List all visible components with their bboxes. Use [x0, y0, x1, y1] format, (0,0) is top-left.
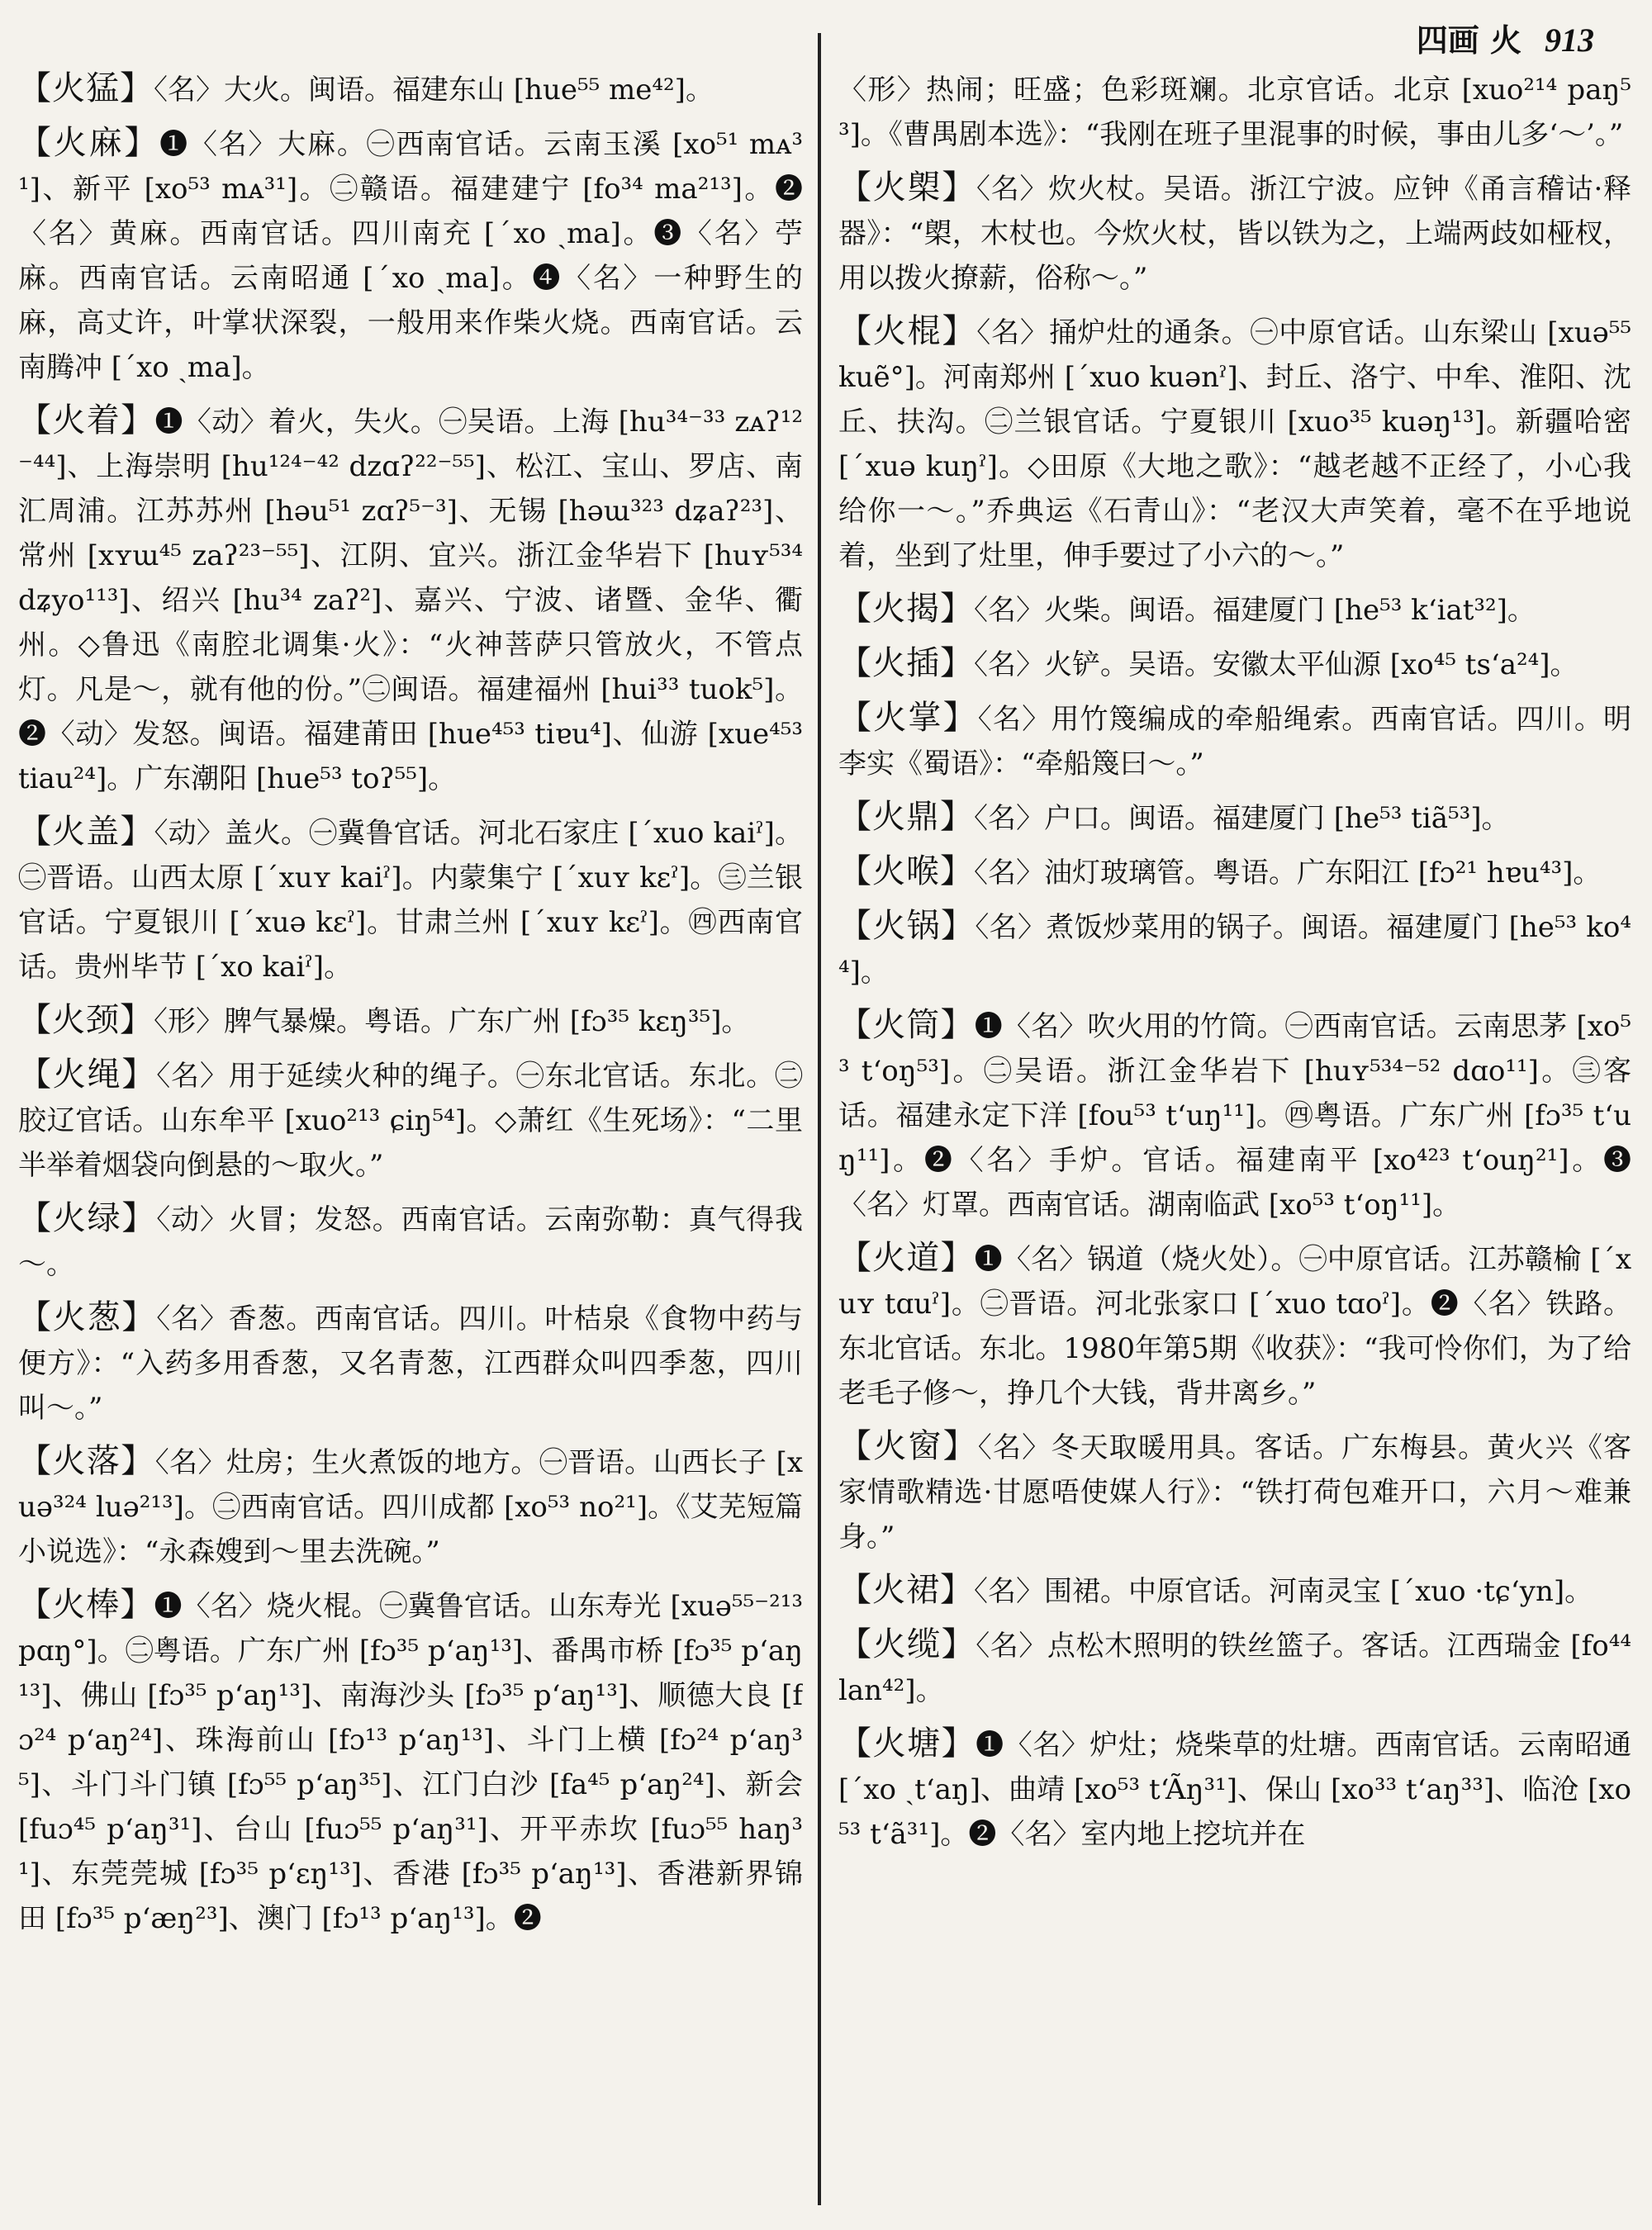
entry-text: ❶〈名〉大麻。㊀西南官话。云南玉溪 [xo⁵¹ mᴀ³¹]、新平 [xo⁵³ mᴀ³¹]。㊁赣语。福建建宁 [fo³⁴ ma²¹³]。❷〈名〉黄麻。西南官话。四川南充 [ˊxo ˏma]。❸〈名〉苧麻。西南官话。云南昭通 [ˊxo ˏma]。❹〈名〉一种野生的麻，高丈许，叶掌状深裂，一般用来作柴火烧。西南官话。云南腾冲 [ˊxo ˏma]。 [18, 128, 803, 384]
entry-text: 〈形〉脾气暴燥。粤语。广东广州 [fɔ³⁵ kɛŋ³⁵]。 [154, 1005, 750, 1038]
dictionary-entry [838, 1568, 1631, 1614]
headword: 【火颈】 [18, 1001, 154, 1039]
dictionary-entry [838, 165, 1631, 301]
headword: 【火缆】 [838, 1625, 976, 1663]
headword: 【火葱】 [18, 1298, 157, 1336]
dictionary-entry [838, 849, 1631, 895]
entry-text: ❶〈名〉吹火用的竹筒。㊀西南官话。云南思茅 [xo⁵³ tʻoŋ⁵³]。㊁吴语。浙江金华岩下 [huʏ⁵³⁴⁻⁵² dɑo¹¹]。㊂客话。福建永定下洋 [fou⁵³ tʻuŋ¹¹]。㊃粤语。广东广州 [fɔ³⁵ tʻuŋ¹¹]。❷〈名〉手炉。官话。福建南平 [xo⁴²³ tʻouŋ²¹]。❸〈名〉灯罩。西南官话。湖南临武 [xo⁵³ tʻoŋ¹¹]。 [838, 1010, 1631, 1222]
dictionary-entry [18, 809, 803, 989]
headword: 【火掌】 [838, 699, 978, 737]
dictionary-entry [838, 586, 1631, 633]
dictionary-entry [18, 998, 803, 1044]
dictionary-entry [838, 1424, 1631, 1559]
dictionary-entry [838, 795, 1631, 841]
entry-text: 〈名〉点松木照明的铁丝篮子。客话。江西瑞金 [fo⁴⁴ lan⁴²]。 [838, 1630, 1631, 1707]
headword: 【火着】 [18, 401, 155, 439]
headword: 【火棒】 [18, 1586, 154, 1624]
headword: 【火落】 [18, 1442, 155, 1480]
entry-text: ❶〈名〉炉灶；烧柴草的灶塘。西南官话。云南昭通 [ˊxo ˏtʻaŋ]、曲靖 [xo⁵³ tʻÃŋ³¹]、保山 [xo³³ tʻaŋ³³]、临沧 [xo⁵³ tʻã³¹]。❷〈名〉室内地上挖坑并在 [838, 1729, 1631, 1851]
headword: 【火猛】 [18, 69, 154, 107]
entry-text: 〈名〉冬天取暖用具。客话。广东梅县。黄火兴《客家情歌精选·甘愿唔使媒人行》：“铁打荷包难开口，六月～难兼身。” [838, 1431, 1631, 1554]
section-title: 四画 火 [1416, 21, 1521, 59]
dictionary-entry [838, 904, 1631, 994]
dictionary-entry [838, 309, 1631, 578]
page-header [1417, 15, 1594, 64]
headword: 【火插】 [838, 644, 974, 682]
dictionary-entry [18, 1052, 803, 1188]
headword: 【火揭】 [838, 590, 974, 628]
headword: 【火喉】 [838, 852, 974, 890]
entry-text: 〈名〉户口。闽语。福建厦门 [he⁵³ tiã⁵³]。 [974, 802, 1510, 835]
entry-text: 〈名〉煮饭炒菜用的锅子。闽语。福建厦门 [he⁵³ ko⁴⁴]。 [838, 911, 1631, 989]
entry-text: ❶〈名〉锅道（烧火处）。㊀中原官话。江苏赣榆 [ˊxuʏ tɑuˀ]。㊁晋语。河北张家口 [ˊxuo tɑoˀ]。❷〈名〉铁路。东北官话。东北。1980年第5期《收获》：“我可怜你们，为了给老毛子修～，挣几个大钱，背井离乡。” [838, 1243, 1631, 1410]
headword: 【火盖】 [18, 813, 154, 851]
page-number: 913 [1545, 21, 1594, 59]
headword: 【火窗】 [838, 1427, 978, 1465]
dictionary-entry [838, 695, 1631, 786]
headword: 【火棍】 [838, 312, 977, 350]
entry-text: 〈动〉盖火。㊀冀鲁官话。河北石家庄 [ˊxuo kaiˀ]。㊁晋语。山西太原 [ˊxuʏ kaiˀ]。内蒙集宁 [ˊxuʏ kɛˀ]。㊂兰银官话。宁夏银川 [ˊxuə kɛˀ]。甘肃兰州 [ˊxuʏ kɛˀ]。㊃西南官话。贵州毕节 [ˊxo kaiˀ]。 [18, 817, 803, 984]
entry-text: 〈名〉围裙。中原官话。河南灵宝 [ˊxuo ·tɕʻyn]。 [974, 1575, 1593, 1608]
dictionary-entry [838, 1236, 1631, 1416]
headword: 【火鼎】 [838, 798, 974, 836]
headword: 【火绳】 [18, 1056, 157, 1094]
headword: 【火道】 [838, 1239, 975, 1277]
dictionary-entry [18, 1439, 803, 1574]
dictionary-entry [838, 1721, 1631, 1857]
dictionary-entry [838, 641, 1631, 687]
entry-text: ❶〈动〉着火，失火。㊀吴语。上海 [hu³⁴⁻³³ zᴀʔ¹²⁻⁴⁴]、上海崇明 [hu¹²⁴⁻⁴² dzɑʔ²²⁻⁵⁵]、松江、宝山、罗店、南汇周浦。江苏苏州 [həu⁵¹ zɑʔ⁵⁻³]、无锡 [həɯ³²³ dʑaʔ²³]、常州 [xʏɯ⁴⁵ zaʔ²³⁻⁵⁵]、江阴、宜兴。浙江金华岩下 [huʏ⁵³⁴ dʑyo¹¹³]、绍兴 [hu³⁴ zaʔ²]、嘉兴、宁波、诸暨、金华、衢州。◇鲁迅《南腔北调集·火》：“火神菩萨只管放火，不管点灯。凡是～，就有他的份。”㊁闽语。福建福州 [hui³³ tuok⁵]。❷〈动〉发怒。闽语。福建莆田 [hue⁴⁵³ tiɐu⁴]、仙游 [xue⁴⁵³ tiau²⁴]。广东潮阳 [hue⁵³ toʔ⁵⁵]。 [18, 406, 803, 795]
entry-text: 〈名〉火铲。吴语。安徽太平仙源 [xo⁴⁵ tsʻa²⁴]。 [974, 648, 1578, 681]
dictionary-entry [18, 398, 803, 801]
dictionary-entry [838, 1622, 1631, 1713]
entry-text: 〈名〉火柴。闽语。福建厦门 [he⁵³ kʻiat³²]。 [974, 594, 1536, 627]
entry-text: 〈名〉用于延续火种的绳子。㊀东北官话。东北。㊁胶辽官话。山东牟平 [xuo²¹³ ɕiŋ⁵⁴]。◇萧红《生死场》：“二里半举着烟袋向倒悬的～取火。” [18, 1060, 803, 1182]
headword: 【火㮾】 [838, 168, 976, 206]
left-column [18, 66, 803, 2213]
dictionary-entry [18, 1196, 803, 1287]
headword: 【火锅】 [838, 907, 976, 945]
dictionary-entry [18, 121, 803, 390]
dictionary-entry [838, 1003, 1631, 1227]
entry-text: 〈形〉热闹；旺盛；色彩斑斓。北京官话。北京 [xuo²¹⁴ paŋ⁵³]。《曹禺剧本选》：“我刚在班子里混事的时候，事由儿多‘～’。” [838, 74, 1631, 151]
entry-text: 〈名〉炊火杖。吴语。浙江宁波。应钟《甬言稽诂·释器》：“㮾，木杖也。今炊火杖，皆以铁为之，上端两歧如桠杈，用以拨火撩薪，俗称～。” [838, 173, 1631, 295]
dictionary-entry [18, 1582, 803, 1941]
headword: 【火塘】 [838, 1725, 976, 1763]
entry-text: 〈名〉灶房；生火煮饭的地方。㊀晋语。山西长子 [xuə³²⁴ luə²¹³]。㊁西南官话。四川成都 [xo⁵³ no²¹]。《艾芜短篇小说选》：“永森嫂到～里去洗碗。” [18, 1446, 803, 1568]
entry-text: ❶〈名〉烧火棍。㊀冀鲁官话。山东寿光 [xuə⁵⁵⁻²¹³ pɑŋ°]。㊁粤语。广东广州 [fɔ³⁵ pʻaŋ¹³]、番禺市桥 [fɔ³⁵ pʻaŋ¹³]、佛山 [fɔ³⁵ pʻaŋ¹³]、南海沙头 [fɔ³⁵ pʻaŋ¹³]、顺德大良 [fɔ²⁴ pʻaŋ²⁴]、珠海前山 [fɔ¹³ pʻaŋ¹³]、斗门上横 [fɔ²⁴ pʻaŋ³⁵]、斗门斗门镇 [fɔ⁵⁵ pʻaŋ³⁵]、江门白沙 [fa⁴⁵ pʻaŋ²⁴]、新会 [fuɔ⁴⁵ pʻaŋ³¹]、台山 [fuɔ⁵⁵ pʻaŋ³¹]、开平赤坎 [fuɔ⁵⁵ haŋ³¹]、东莞莞城 [fɔ³⁵ pʻɛŋ¹³]、香港 [fɔ³⁵ pʻaŋ¹³]、香港新界锦田 [fɔ³⁵ pʻæŋ²³]、澳门 [fɔ¹³ pʻaŋ¹³]。❷ [18, 1590, 803, 1935]
dictionary-entry-continued [838, 66, 1631, 157]
dictionary-entry [18, 1295, 803, 1431]
entry-text: 〈名〉香葱。西南官话。四川。叶桔泉《食物中药与便方》：“入药多用香葱，又名青葱，江西群众叫四季葱，四川叫～。” [18, 1302, 803, 1425]
right-column [838, 66, 1631, 2213]
entry-text: 〈名〉用竹篾编成的牵船绳索。西南官话。四川。明李实《蜀语》：“牵船篾曰～。” [838, 703, 1631, 780]
entry-text: 〈名〉大火。闽语。福建东山 [hue⁵⁵ me⁴²]。 [154, 74, 714, 107]
column-divider [818, 33, 821, 2205]
headword: 【火麻】 [18, 124, 160, 162]
dictionary-entry [18, 66, 803, 112]
headword: 【火裙】 [838, 1571, 974, 1609]
entry-text: 〈名〉油灯玻璃管。粤语。广东阳江 [fɔ²¹ hɐu⁴³]。 [974, 856, 1602, 890]
headword: 【火绿】 [18, 1199, 157, 1237]
entry-text: 〈动〉火冒；发怒。西南官话。云南弥勒：真气得我～。 [18, 1203, 803, 1281]
entry-text: 〈名〉捅炉灶的通条。㊀中原官话。山东梁山 [xuə⁵⁵ kuẽ°]。河南郑州 [ˊxuo kuənˀ]、封丘、洛宁、中牟、淮阳、沈丘、扶沟。㊁兰银官话。宁夏银川 [xuo³⁵ kuəŋ¹³]。新疆哈密 [ˊxuə kuŋˀ]。◇田原《大地之歌》：“越老越不正经了，小心我给你一～。”乔典运《石青山》：“老汉大声笑着，毫不在乎地说着，坐到了灶里，伸手要过了小六的～。” [838, 316, 1631, 572]
headword: 【火筒】 [838, 1006, 975, 1044]
